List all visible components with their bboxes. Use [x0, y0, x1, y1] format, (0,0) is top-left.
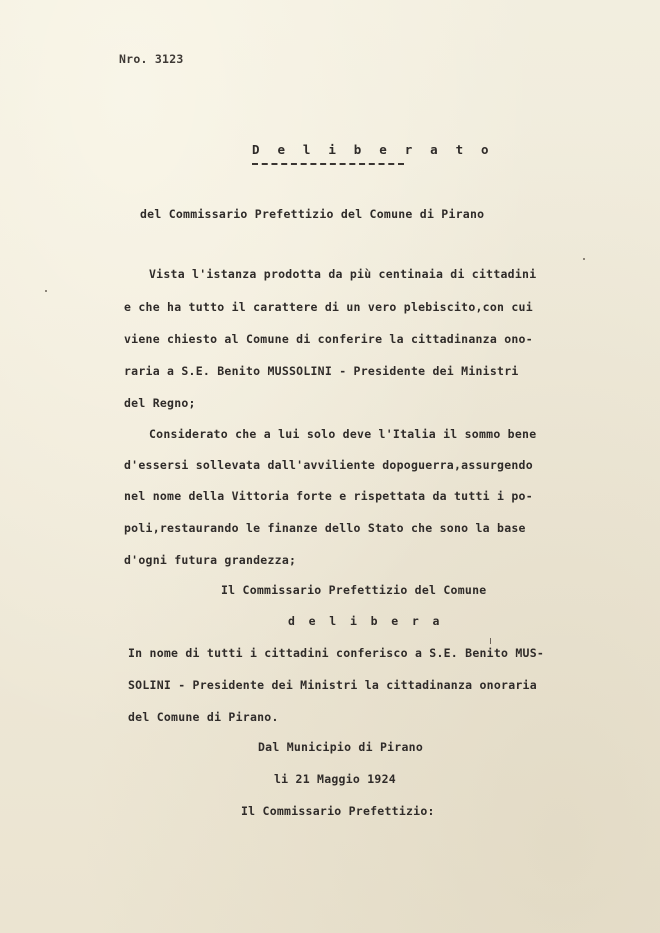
paragraph-line: viene chiesto al Comune di conferire la cittadinanza ono- — [124, 332, 533, 346]
title-underline — [252, 163, 404, 165]
paragraph-line: e che ha tutto il carattere di un vero plebiscito,con cui — [124, 300, 533, 314]
date-line: li 21 Maggio 1924 — [274, 772, 396, 786]
paragraph-line: del Comune di Pirano. — [128, 710, 279, 724]
paragraph-line: Vista l'istanza prodotta da più centinaia di cittadini — [149, 267, 537, 281]
paragraph-line: nel nome della Vittoria forte e rispettata da tutti i po- — [124, 489, 533, 503]
paragraph-line: SOLINI - Presidente dei Ministri la cittadinanza onoraria — [128, 678, 537, 692]
document-number: Nro. 3123 — [119, 52, 184, 66]
paper-speck — [45, 290, 47, 292]
paragraph-line: d'essersi sollevata dall'avviliente dopoguerra,assurgendo — [124, 458, 533, 472]
document-title: D e l i b e r a t o — [252, 142, 494, 157]
paragraph-line: Considerato che a lui solo deve l'Italia il sommo bene — [149, 427, 537, 441]
paper-speck — [583, 258, 585, 260]
delibera-heading: d e l i b e r a — [288, 614, 443, 628]
place-line: Dal Municipio di Pirano — [258, 740, 423, 754]
document-subtitle: del Commissario Prefettizio del Comune di Pirano — [140, 207, 485, 221]
paper-speck — [490, 638, 491, 644]
authority-line: Il Commissario Prefettizio del Comune — [221, 583, 487, 597]
paragraph-line: del Regno; — [124, 396, 196, 410]
paragraph-line: raria a S.E. Benito MUSSOLINI - Presidente dei Ministri — [124, 364, 519, 378]
paragraph-line: d'ogni futura grandezza; — [124, 553, 297, 567]
paragraph-line: In nome di tutti i cittadini conferisco a S.E. Benito MUS- — [128, 646, 545, 660]
signature-line: Il Commissario Prefettizio: — [241, 804, 435, 818]
paragraph-line: poli,restaurando le finanze dello Stato che sono la base — [124, 521, 526, 535]
